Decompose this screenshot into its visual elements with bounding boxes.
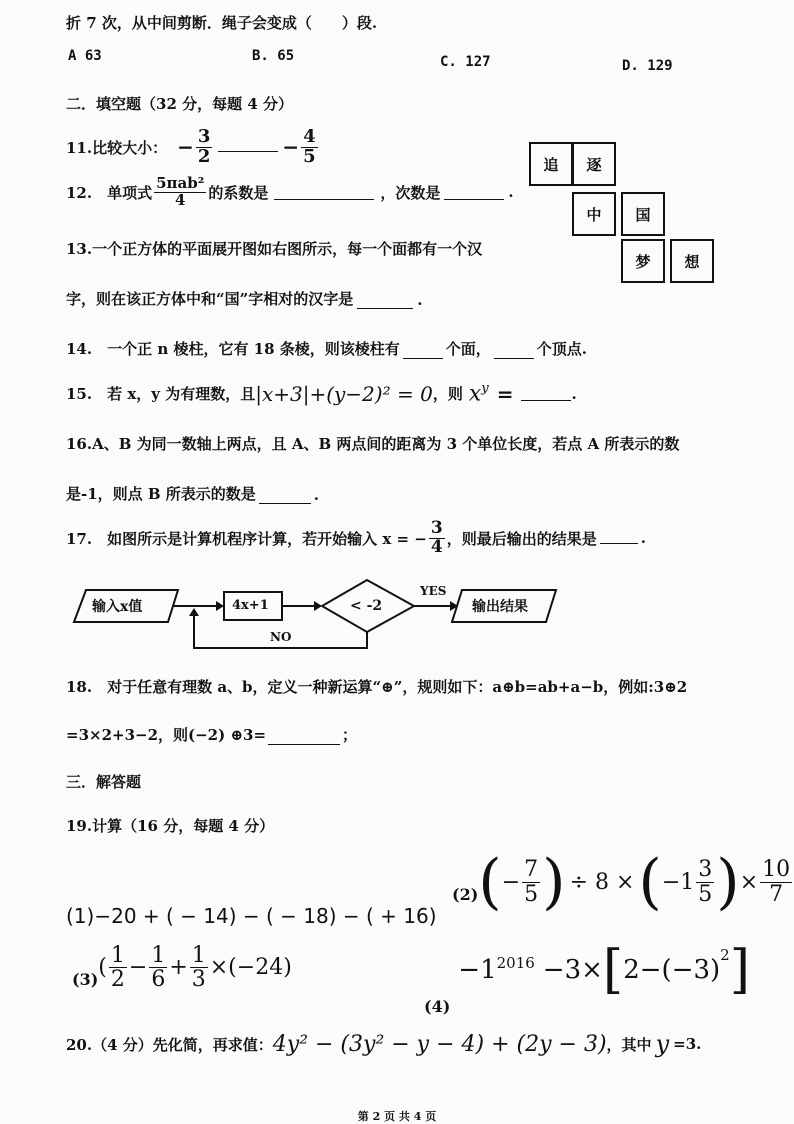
q15-power: $x^y$ (468, 381, 489, 407)
q10-option-b: B. 65 (252, 48, 295, 64)
q19-part3-frac3: $\frac{1}{3}$ (191, 943, 206, 993)
flow-arrowhead-no (189, 608, 199, 616)
q11: 11.比较大小： − $\frac{3}{2}$ − $\frac{4}{5}$ (66, 126, 316, 167)
q15-expression: |x+3|+(y−2)² = 0 (255, 381, 433, 406)
q14-text-b: 个面， (445, 340, 491, 358)
q15-blank (521, 386, 571, 401)
net-cell-6: 想 (670, 239, 714, 283)
q12-tail: . (508, 183, 514, 202)
flow-condition-label: < -2 (350, 598, 383, 614)
q19-part4-exp2: 2 (720, 946, 730, 964)
q11-fraction-1: $\frac{3}{2}$ (197, 126, 211, 167)
q19-part3-tail: ×(−24) (209, 955, 292, 981)
q19-part4: (4) −1 2016 −3× [ 2−(−3) 2 ] (424, 940, 751, 1016)
net-cell-2: 逐 (572, 142, 616, 186)
q17-fraction: $\frac{3}{4}$ (430, 518, 443, 557)
q15-tail: . (571, 384, 577, 403)
q13-tail: . (417, 291, 423, 309)
q19-part3-frac2: $\frac{1}{6}$ (151, 943, 166, 993)
q20-expression: 4y² − (3y² − y − 4) + (2y − 3) (272, 1031, 607, 1057)
q20 (66, 1030, 701, 1058)
page-footer: 第 2 页 共 4 页 (357, 1110, 437, 1123)
q12 (66, 176, 514, 209)
net-cell-4: 国 (621, 192, 665, 236)
q19-part2-frac1: $\frac{7}{5}$ (524, 857, 539, 907)
flow-arrowhead-1 (216, 601, 224, 611)
q17-blank (600, 533, 638, 544)
flow-input-label: 输入x值 (92, 599, 143, 615)
q15-then: ，则 (432, 385, 463, 404)
q19-part1: (1)−20 + ( − 14) − ( − 18) − ( + 16) (66, 904, 437, 928)
q19-part3: (3) ( $\frac{1}{2}$ − $\frac{1}{6}$ + $\frac{1}{3}$ ×(−24) (72, 943, 292, 993)
net-cell-5: 梦 (621, 239, 665, 283)
q16-line2: 是-1，则点 B 所表示的数是 (66, 485, 256, 503)
q19-part2-frac2: $\frac{3}{5}$ (698, 857, 713, 907)
net-cell-3: 中 (572, 192, 616, 236)
q19-part4-rest: −3× (542, 955, 603, 985)
q17-tail: . (640, 529, 646, 548)
q14-text-a: 14. 一个正 n 棱柱，它有 18 条棱，则该棱柱有 (66, 340, 400, 358)
q18-tail: ； (342, 726, 358, 744)
q17-rest: ，则最后输出的结果是 (446, 529, 597, 548)
q13-blank (357, 294, 413, 309)
flow-no-label: NO (270, 630, 292, 644)
flow-yes-label: YES (420, 584, 447, 598)
q20-label: 20.（4 分）先化简，再求值： (66, 1035, 273, 1054)
flow-output-label: 输出结果 (472, 599, 528, 615)
q15-equals: = (496, 381, 514, 406)
q11-blank (218, 143, 278, 152)
q19-part2-mid: ÷ 8 × (569, 869, 635, 895)
q20-value: =3. (673, 1035, 702, 1053)
q19-part2-label: (2) (452, 885, 479, 904)
q19-part4-exp: 2016 (496, 954, 535, 972)
q20-variable: y (655, 1030, 670, 1058)
q19-part3-frac1: $\frac{1}{2}$ (110, 943, 125, 993)
q16-line1: 16.A、B 为同一数轴上两点，且 A、B 两点间的距离为 3 个单位长度，若点 A 所表示的数 (66, 435, 680, 453)
q20-where: ，其中 (606, 1035, 652, 1054)
q10-option-d: D. 129 (622, 58, 673, 74)
q11-label: 11.比较大小： (66, 138, 168, 157)
q12-fraction: $\frac{\text{5πab²}}{4}$ (156, 174, 205, 209)
flow-process-label: 4x+1 (232, 598, 269, 613)
q19-part4-base: −1 (458, 955, 497, 985)
q14-text-c: 个顶点. (536, 340, 588, 358)
q19-part2-whole: 1 (680, 869, 695, 895)
q12-label: 12. 单项式 (66, 183, 153, 202)
q10-option-a: A 63 (68, 48, 102, 64)
q18-line1: 18. 对于任意有理数 a、b，定义一种新运算“⊕”，规则如下：a⊕b=ab+a−b，例如:3⊕2 (66, 678, 688, 696)
net-cell-1: 追 (529, 142, 573, 186)
q16-tail: . (313, 486, 320, 504)
q19-part2: (2) ( − $\frac{7}{5}$ ) ÷ 8 × ( − 1 $\frac{3}{5}$ ) × $\frac{10}{7}$ (452, 847, 791, 917)
q18-line2: =3×2+3−2，则(−2) ⊕3= (66, 726, 267, 744)
q14 (66, 338, 587, 359)
q19-part4-label: (4) (424, 997, 451, 1016)
q12-blank-1 (274, 185, 374, 200)
q13-line2-row (66, 288, 423, 309)
q14-blank-2 (494, 344, 534, 359)
q14-blank-1 (403, 344, 443, 359)
q19-part4-inner: 2−(−3) (623, 955, 721, 985)
q19-part2-frac3: $\frac{10}{7}$ (762, 857, 791, 907)
q12-mid: 的系数是 (208, 183, 269, 202)
q16-blank (259, 489, 311, 504)
section2-heading: 二．填空题（32 分，每题 4 分） (66, 95, 293, 113)
q17 (66, 520, 646, 557)
q19-heading: 19.计算（16 分，每题 4 分） (66, 817, 275, 835)
q13-line1: 13.一个正方体的平面展开图如右图所示，每一个面都有一个汉 (66, 240, 483, 258)
q13-line2: 字，则在该正方体中和“国”字相对的汉字是 (66, 290, 354, 308)
q19-part3-label: (3) (72, 970, 99, 990)
q11-fraction-2: $\frac{4}{5}$ (303, 126, 316, 167)
q15-text: 15. 若 x，y 为有理数，且 (66, 385, 256, 404)
q15 (66, 381, 577, 406)
q12-blank-2 (444, 185, 504, 200)
q16-line2-row (66, 483, 319, 504)
q10-option-c: C. 127 (440, 54, 491, 70)
q18-line2-row (66, 724, 357, 745)
q12-end: ，次数是 (380, 183, 441, 202)
section3-heading: 三．解答题 (66, 773, 142, 791)
q18-blank (268, 730, 340, 745)
q17-text: 17. 如图所示是计算机程序计算，若开始输入 x = − (66, 529, 427, 548)
q10-text: 折 7 次，从中间剪断．绳子会变成（ ）段. (66, 14, 378, 32)
